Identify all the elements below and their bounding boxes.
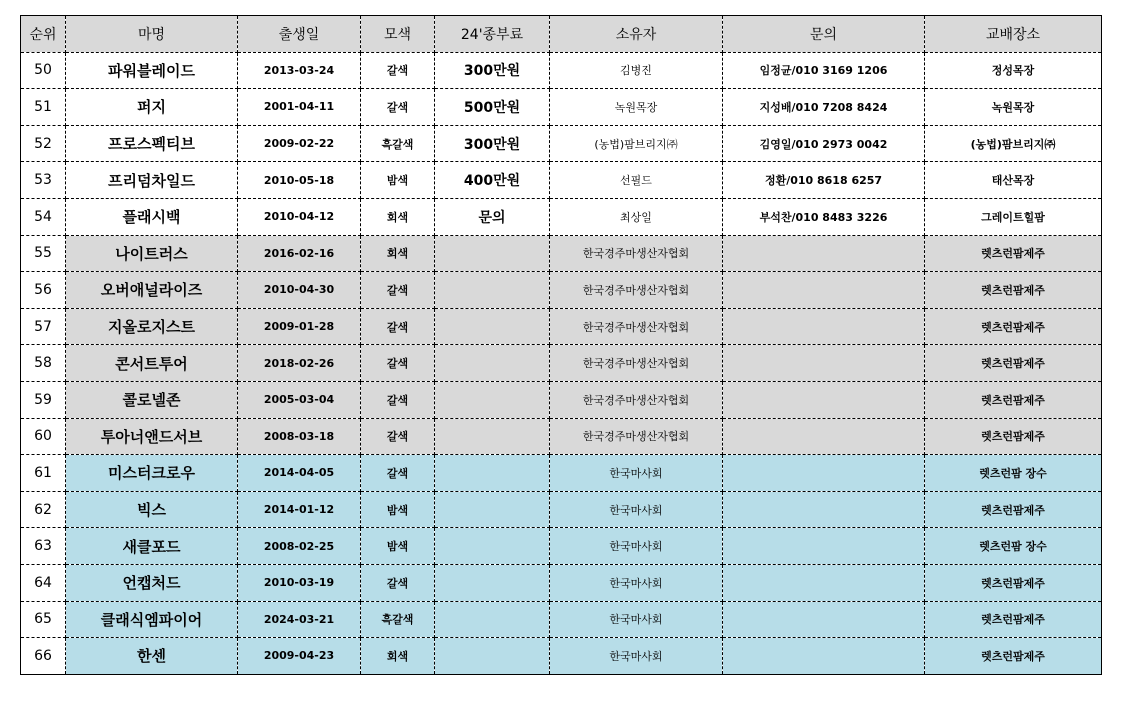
cell-birth-date: 2014-01-12 bbox=[238, 491, 361, 528]
cell-rank: 64 bbox=[21, 564, 66, 601]
cell-contact bbox=[723, 601, 925, 638]
table-row bbox=[21, 638, 1102, 675]
table-row bbox=[21, 125, 1102, 162]
stallion-table bbox=[20, 15, 1102, 675]
cell-horse-name: 지올로지스트 bbox=[66, 308, 238, 345]
cell-stud-fee: 300만원 bbox=[435, 125, 550, 162]
cell-horse-name: 새클포드 bbox=[66, 528, 238, 565]
cell-rank: 56 bbox=[21, 272, 66, 309]
header-coat: 모색 bbox=[361, 16, 435, 53]
cell-horse-name: 미스터크로우 bbox=[66, 455, 238, 492]
table-row bbox=[21, 491, 1102, 528]
cell-stud-fee: 500만원 bbox=[435, 89, 550, 126]
cell-breeding-place: 그레이트힐팜 bbox=[925, 198, 1102, 235]
cell-coat-color: 갈색 bbox=[361, 52, 435, 89]
cell-rank: 65 bbox=[21, 601, 66, 638]
cell-rank: 58 bbox=[21, 345, 66, 382]
header-name: 마명 bbox=[66, 16, 238, 53]
cell-coat-color: 회색 bbox=[361, 638, 435, 675]
cell-birth-date: 2008-02-25 bbox=[238, 528, 361, 565]
cell-birth-date: 2009-02-22 bbox=[238, 125, 361, 162]
cell-birth-date: 2009-01-28 bbox=[238, 308, 361, 345]
table-row bbox=[21, 89, 1102, 126]
cell-rank: 66 bbox=[21, 638, 66, 675]
cell-stud-fee bbox=[435, 601, 550, 638]
table-row bbox=[21, 455, 1102, 492]
cell-owner: 한국경주마생산자협회 bbox=[550, 235, 723, 272]
header-fee: 24'종부료 bbox=[435, 16, 550, 53]
cell-contact bbox=[723, 418, 925, 455]
cell-owner: 한국경주마생산자협회 bbox=[550, 345, 723, 382]
cell-horse-name: 퍼지 bbox=[66, 89, 238, 126]
cell-coat-color: 흑갈색 bbox=[361, 125, 435, 162]
cell-contact bbox=[723, 272, 925, 309]
cell-owner: 한국마사회 bbox=[550, 491, 723, 528]
table-row bbox=[21, 381, 1102, 418]
cell-stud-fee bbox=[435, 345, 550, 382]
cell-contact bbox=[723, 455, 925, 492]
cell-breeding-place: 렛츠런팜제주 bbox=[925, 638, 1102, 675]
cell-stud-fee bbox=[435, 455, 550, 492]
cell-contact bbox=[723, 638, 925, 675]
table-row bbox=[21, 162, 1102, 199]
cell-horse-name: 프로스펙티브 bbox=[66, 125, 238, 162]
cell-stud-fee bbox=[435, 564, 550, 601]
cell-breeding-place: 렛츠런팜제주 bbox=[925, 345, 1102, 382]
cell-horse-name: 한센 bbox=[66, 638, 238, 675]
cell-owner: 한국경주마생산자협회 bbox=[550, 418, 723, 455]
cell-stud-fee: 문의 bbox=[435, 198, 550, 235]
cell-owner: 한국경주마생산자협회 bbox=[550, 272, 723, 309]
cell-owner: 한국경주마생산자협회 bbox=[550, 381, 723, 418]
header-owner: 소유자 bbox=[550, 16, 723, 53]
cell-breeding-place: 렛츠런팜제주 bbox=[925, 272, 1102, 309]
cell-breeding-place: 렛츠런팜제주 bbox=[925, 381, 1102, 418]
cell-birth-date: 2014-04-05 bbox=[238, 455, 361, 492]
table-row bbox=[21, 564, 1102, 601]
table-row bbox=[21, 52, 1102, 89]
cell-breeding-place: 렛츠런팜제주 bbox=[925, 564, 1102, 601]
table-row bbox=[21, 308, 1102, 345]
cell-breeding-place: 렛츠런팜제주 bbox=[925, 601, 1102, 638]
cell-contact: 임정균/010 3169 1206 bbox=[723, 52, 925, 89]
cell-stud-fee bbox=[435, 418, 550, 455]
cell-coat-color: 갈색 bbox=[361, 418, 435, 455]
cell-coat-color: 회색 bbox=[361, 235, 435, 272]
cell-contact: 부석찬/010 8483 3226 bbox=[723, 198, 925, 235]
cell-birth-date: 2009-04-23 bbox=[238, 638, 361, 675]
cell-birth-date: 2010-04-12 bbox=[238, 198, 361, 235]
cell-breeding-place: 녹원목장 bbox=[925, 89, 1102, 126]
cell-stud-fee: 400만원 bbox=[435, 162, 550, 199]
cell-stud-fee bbox=[435, 272, 550, 309]
cell-birth-date: 2005-03-04 bbox=[238, 381, 361, 418]
cell-contact bbox=[723, 308, 925, 345]
header-contact: 문의 bbox=[723, 16, 925, 53]
table-row bbox=[21, 345, 1102, 382]
cell-contact bbox=[723, 528, 925, 565]
cell-owner: 한국마사회 bbox=[550, 638, 723, 675]
cell-rank: 62 bbox=[21, 491, 66, 528]
cell-horse-name: 빅스 bbox=[66, 491, 238, 528]
cell-birth-date: 2024-03-21 bbox=[238, 601, 361, 638]
cell-coat-color: 갈색 bbox=[361, 455, 435, 492]
cell-owner: 선필드 bbox=[550, 162, 723, 199]
cell-horse-name: 언캡처드 bbox=[66, 564, 238, 601]
cell-coat-color: 밤색 bbox=[361, 162, 435, 199]
header-row bbox=[21, 16, 1102, 53]
cell-owner: 한국마사회 bbox=[550, 528, 723, 565]
cell-birth-date: 2010-04-30 bbox=[238, 272, 361, 309]
cell-horse-name: 파워블레이드 bbox=[66, 52, 238, 89]
cell-stud-fee bbox=[435, 528, 550, 565]
cell-contact: 정환/010 8618 6257 bbox=[723, 162, 925, 199]
cell-breeding-place: 렛츠런팜제주 bbox=[925, 418, 1102, 455]
cell-breeding-place: 렛츠런팜 장수 bbox=[925, 528, 1102, 565]
cell-contact bbox=[723, 235, 925, 272]
cell-horse-name: 투아너앤드서브 bbox=[66, 418, 238, 455]
cell-owner: 김병진 bbox=[550, 52, 723, 89]
cell-rank: 50 bbox=[21, 52, 66, 89]
cell-breeding-place: 태산목장 bbox=[925, 162, 1102, 199]
cell-rank: 59 bbox=[21, 381, 66, 418]
cell-rank: 63 bbox=[21, 528, 66, 565]
cell-birth-date: 2016-02-16 bbox=[238, 235, 361, 272]
cell-birth-date: 2001-04-11 bbox=[238, 89, 361, 126]
cell-owner: 한국마사회 bbox=[550, 455, 723, 492]
cell-rank: 57 bbox=[21, 308, 66, 345]
cell-rank: 55 bbox=[21, 235, 66, 272]
cell-horse-name: 콘서트투어 bbox=[66, 345, 238, 382]
cell-horse-name: 클래식엠파이어 bbox=[66, 601, 238, 638]
cell-contact: 김영일/010 2973 0042 bbox=[723, 125, 925, 162]
cell-breeding-place: 정성목장 bbox=[925, 52, 1102, 89]
cell-contact bbox=[723, 564, 925, 601]
cell-coat-color: 밤색 bbox=[361, 528, 435, 565]
cell-contact bbox=[723, 345, 925, 382]
table-row bbox=[21, 272, 1102, 309]
cell-rank: 52 bbox=[21, 125, 66, 162]
cell-rank: 51 bbox=[21, 89, 66, 126]
table-row bbox=[21, 198, 1102, 235]
cell-birth-date: 2018-02-26 bbox=[238, 345, 361, 382]
cell-contact bbox=[723, 491, 925, 528]
cell-horse-name: 프리덤차일드 bbox=[66, 162, 238, 199]
table-row bbox=[21, 418, 1102, 455]
cell-owner: 녹원목장 bbox=[550, 89, 723, 126]
cell-horse-name: 나이트러스 bbox=[66, 235, 238, 272]
cell-stud-fee bbox=[435, 308, 550, 345]
cell-stud-fee bbox=[435, 491, 550, 528]
table-row bbox=[21, 601, 1102, 638]
cell-coat-color: 밤색 bbox=[361, 491, 435, 528]
cell-contact: 지성배/010 7208 8424 bbox=[723, 89, 925, 126]
cell-rank: 53 bbox=[21, 162, 66, 199]
cell-stud-fee bbox=[435, 638, 550, 675]
table-row bbox=[21, 235, 1102, 272]
cell-coat-color: 회색 bbox=[361, 198, 435, 235]
cell-owner: 한국마사회 bbox=[550, 564, 723, 601]
cell-rank: 60 bbox=[21, 418, 66, 455]
cell-coat-color: 갈색 bbox=[361, 381, 435, 418]
cell-owner: 최상일 bbox=[550, 198, 723, 235]
cell-breeding-place: 렛츠런팜제주 bbox=[925, 235, 1102, 272]
cell-coat-color: 흑갈색 bbox=[361, 601, 435, 638]
header-rank: 순위 bbox=[21, 16, 66, 53]
header-place: 교배장소 bbox=[925, 16, 1102, 53]
table-row bbox=[21, 528, 1102, 565]
cell-breeding-place: 렛츠런팜 장수 bbox=[925, 455, 1102, 492]
cell-horse-name: 오버애널라이즈 bbox=[66, 272, 238, 309]
cell-coat-color: 갈색 bbox=[361, 308, 435, 345]
cell-breeding-place: (농법)팜브리지㈜ bbox=[925, 125, 1102, 162]
cell-stud-fee bbox=[435, 381, 550, 418]
cell-rank: 54 bbox=[21, 198, 66, 235]
cell-coat-color: 갈색 bbox=[361, 564, 435, 601]
cell-horse-name: 콜로넬존 bbox=[66, 381, 238, 418]
cell-stud-fee: 300만원 bbox=[435, 52, 550, 89]
cell-coat-color: 갈색 bbox=[361, 272, 435, 309]
cell-breeding-place: 렛츠런팜제주 bbox=[925, 491, 1102, 528]
cell-birth-date: 2010-05-18 bbox=[238, 162, 361, 199]
cell-coat-color: 갈색 bbox=[361, 345, 435, 382]
cell-owner: 한국마사회 bbox=[550, 601, 723, 638]
cell-contact bbox=[723, 381, 925, 418]
cell-owner: (농법)팜브리지㈜ bbox=[550, 125, 723, 162]
cell-coat-color: 갈색 bbox=[361, 89, 435, 126]
cell-owner: 한국경주마생산자협회 bbox=[550, 308, 723, 345]
cell-birth-date: 2013-03-24 bbox=[238, 52, 361, 89]
cell-stud-fee bbox=[435, 235, 550, 272]
cell-breeding-place: 렛츠런팜제주 bbox=[925, 308, 1102, 345]
header-birth: 출생일 bbox=[238, 16, 361, 53]
cell-rank: 61 bbox=[21, 455, 66, 492]
cell-birth-date: 2008-03-18 bbox=[238, 418, 361, 455]
cell-horse-name: 플래시백 bbox=[66, 198, 238, 235]
cell-birth-date: 2010-03-19 bbox=[238, 564, 361, 601]
